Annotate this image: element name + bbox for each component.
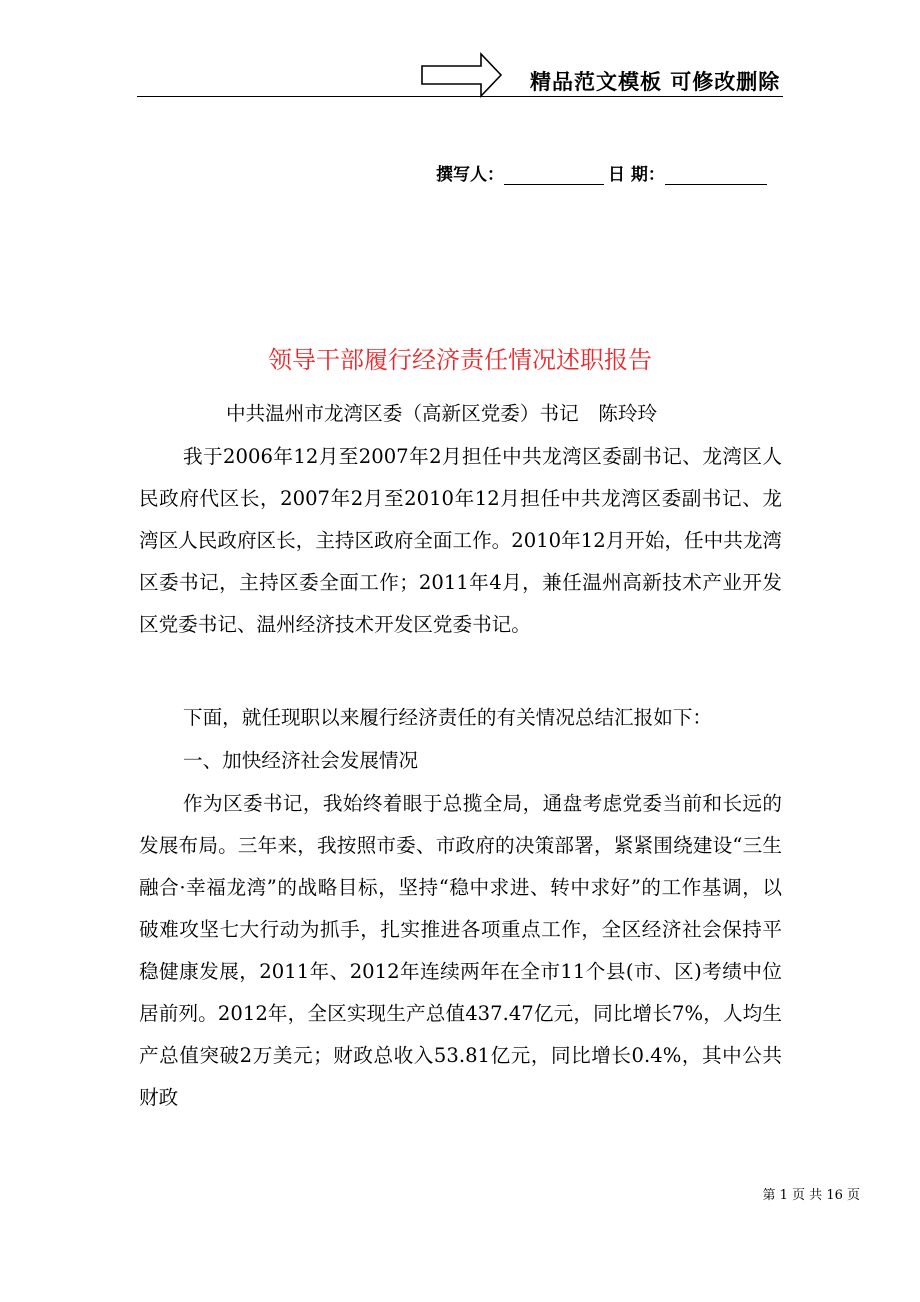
date-label: 日 期：: [608, 165, 665, 185]
right-arrow-icon: [421, 52, 503, 98]
author-byline: 中共温州市龙湾区委（高新区党委）书记 陈玲玲: [226, 402, 658, 425]
page-number: 第 1 页 共 16 页: [762, 1188, 860, 1203]
date-blank-line: [665, 166, 767, 185]
body-paragraph-2: 下面，就任现职以来履行经济责任的有关情况总结汇报如下：: [183, 706, 713, 729]
author-date-row: [436, 160, 767, 185]
header-title: 精品范文模板 可修改删除: [530, 70, 781, 94]
header-divider: [137, 96, 783, 97]
body-paragraph-3: 作为区委书记，我始终着眼于总揽全局，通盘考虑党委当前和长远的发展布局。三年来，我按照市委、市政府的决策部署，紧紧围绕建设“三生融合·幸福龙湾”的战略目标，坚持“稳中求进、转中求好”的工作基调，以破难攻坚七大行动为抓手，扎实推进各项重点工作，全区经济社会保持平稳健康发展，2011年、2012年连续两年在全市11个县(市、区)考绩中位居前列。2012年，全区实现生产总值437.47亿元，同比增长7%，人均生产总值突破2万美元；财政总收入53.81亿元，同比增长0.4%，其中公共财政: [139, 792, 782, 1109]
body-paragraph-1: 我于2006年12月至2007年2月担任中共龙湾区委副书记、龙湾区人民政府代区长，2007年2月至2010年12月担任中共龙湾区委副书记、龙湾区人民政府区长，主持区政府全面工作。2010年12月开始，任中共龙湾区委书记，主持区委全面工作；2011年4月，兼任温州高新技术产业开发区党委书记、温州经济技术开发区党委书记。: [139, 445, 783, 636]
author-label: 撰写人：: [436, 165, 504, 185]
author-blank-line: [504, 166, 604, 185]
section-heading: 一、加快经济社会发展情况: [183, 749, 419, 772]
document-title: 领导干部履行经济责任情况述职报告: [268, 346, 652, 374]
